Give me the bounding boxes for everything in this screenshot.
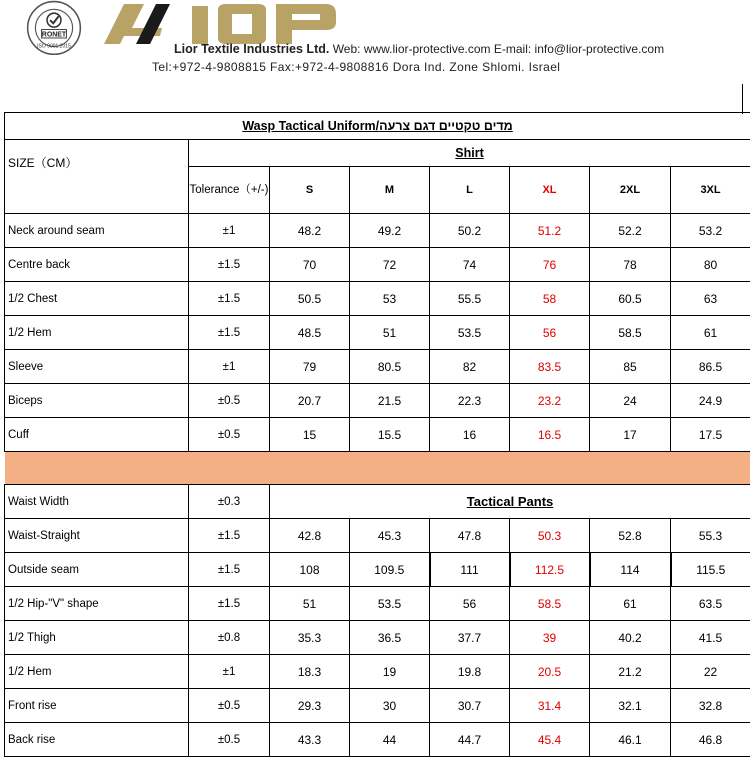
row-tolerance: ±1 [189,350,270,384]
measurement-cell: 115.5 [671,553,750,587]
measurement-cell: 58.5 [510,587,590,621]
measurement-cell: 61 [671,316,750,350]
size-chart-table [4,112,750,757]
measurement-cell: 44 [350,723,430,757]
measurement-cell: 40.2 [590,621,671,655]
measurement-cell: 108 [270,553,350,587]
measurement-cell: 55.5 [430,282,510,316]
table-row [5,282,750,316]
size-header: L [430,167,510,214]
row-label: Back rise [5,723,189,757]
measurement-cell: 51 [270,587,350,621]
measurement-cell: 58 [510,282,590,316]
measurement-cell: 45.3 [350,519,430,553]
measurement-cell: 31.4 [510,689,590,723]
row-tolerance: ±0.5 [189,384,270,418]
measurement-cell: 53.2 [671,214,750,248]
measurement-cell: 20.5 [510,655,590,689]
row-tolerance: ±1.5 [189,587,270,621]
measurement-cell: 48.5 [270,316,350,350]
measurement-cell: 22 [671,655,750,689]
measurement-cell: 53.5 [430,316,510,350]
measurement-cell: 47.8 [430,519,510,553]
measurement-cell: 112.5 [510,553,590,587]
seal-text-bottom: ISO 9001:2015 [37,43,71,49]
measurement-cell: 58.5 [590,316,671,350]
row-tolerance: ±0.5 [189,723,270,757]
measurement-cell: 16.5 [510,418,590,452]
table-row [5,316,750,350]
row-tolerance: ±1.5 [189,248,270,282]
measurement-cell: 79 [270,350,350,384]
measurement-cell: 63 [671,282,750,316]
measurement-cell: 37.7 [430,621,510,655]
measurement-cell: 35.3 [270,621,350,655]
row-label: Outside seam [5,553,189,587]
measurement-cell: 19 [350,655,430,689]
measurement-cell: 53 [350,282,430,316]
table-title: Wasp Tactical Uniform/מדים טקטיים דגם צרעה [5,113,750,140]
company-name: Lior Textile Industries Ltd. [174,42,329,56]
ronet-iso-seal [14,0,94,62]
row-tolerance: ±0.8 [189,621,270,655]
row-tolerance: ±0.5 [189,418,270,452]
row-label: Front rise [5,689,189,723]
measurement-cell: 76 [510,248,590,282]
table-row [5,384,750,418]
measurement-cell: 72 [350,248,430,282]
shirt-section-header: Shirt [189,140,750,167]
tolerance-header: Tolerance（+/-) [189,167,270,214]
measurement-cell: 78 [590,248,671,282]
pants-section-header: Tactical Pants [270,485,750,519]
row-tolerance: ±1.5 [189,316,270,350]
row-label: Centre back [5,248,189,282]
measurement-cell: 30.7 [430,689,510,723]
measurement-cell: 114 [590,553,671,587]
size-column-header: SIZE（CM） [5,140,189,214]
measurement-cell: 51 [350,316,430,350]
row-label: 1/2 Hem [5,316,189,350]
company-email: E-mail: info@lior-protective.com [494,42,664,56]
measurement-cell: 46.1 [590,723,671,757]
table-row [5,214,750,248]
measurement-cell: 83.5 [510,350,590,384]
measurement-cell: 15 [270,418,350,452]
logo-text: LIOR [100,0,103,1]
row-label: Sleeve [5,350,189,384]
measurement-cell: 32.8 [671,689,750,723]
measurement-cell: 23.2 [510,384,590,418]
row-tolerance: ±1 [189,655,270,689]
measurement-cell: 56 [510,316,590,350]
measurement-cell: 45.4 [510,723,590,757]
shirt-measurements [5,214,750,452]
measurement-cell: 50.2 [430,214,510,248]
table-row [5,655,750,689]
measurement-cell: 36.5 [350,621,430,655]
measurement-cell: 51.2 [510,214,590,248]
measurement-cell: 19.8 [430,655,510,689]
row-label: 1/2 Chest [5,282,189,316]
measurement-cell: 74 [430,248,510,282]
table-row [5,350,750,384]
measurement-cell: 30 [350,689,430,723]
measurement-cell: 109.5 [350,553,430,587]
row-label: Neck around seam [5,214,189,248]
section-separator [5,452,750,485]
measurement-cell: 85 [590,350,671,384]
measurement-cell: 21.2 [590,655,671,689]
table-row [5,519,750,553]
header-divider [742,84,743,114]
row-tolerance: ±1.5 [189,519,270,553]
measurement-cell: 52.2 [590,214,671,248]
row-tolerance: ±0.3 [189,485,270,519]
row-tolerance: ±1.5 [189,553,270,587]
measurement-cell: 111 [430,553,510,587]
waist-width-row [5,485,750,519]
measurement-cell: 41.5 [671,621,750,655]
measurement-cell: 80.5 [350,350,430,384]
measurement-cell: 55.3 [671,519,750,553]
lior-logo [100,0,340,48]
row-label: 1/2 Hip-"V" shape [5,587,189,621]
measurement-cell: 48.2 [270,214,350,248]
measurement-cell: 24.9 [671,384,750,418]
table-row [5,418,750,452]
measurement-cell: 17 [590,418,671,452]
measurement-cell: 53.5 [350,587,430,621]
size-header: 2XL [590,167,671,214]
measurement-cell: 24 [590,384,671,418]
seal-text-top: RONET [42,31,67,38]
measurement-cell: 50.5 [270,282,350,316]
measurement-cell: 16 [430,418,510,452]
measurement-cell: 52.8 [590,519,671,553]
table-row [5,553,750,587]
measurement-cell: 49.2 [350,214,430,248]
measurement-cell: 43.3 [270,723,350,757]
measurement-cell: 70 [270,248,350,282]
measurement-cell: 32.1 [590,689,671,723]
pants-measurements [5,519,750,757]
contact-line: Tel:+972-4-9808815 Fax:+972-4-9808816 Dora Ind. Zone Shlomi. Israel [152,60,560,74]
row-label: Biceps [5,384,189,418]
measurement-cell: 39 [510,621,590,655]
measurement-cell: 17.5 [671,418,750,452]
table-row [5,723,750,757]
row-tolerance: ±0.5 [189,689,270,723]
measurement-cell: 15.5 [350,418,430,452]
measurement-cell: 82 [430,350,510,384]
measurement-cell: 46.8 [671,723,750,757]
measurement-cell: 42.8 [270,519,350,553]
measurement-cell: 20.7 [270,384,350,418]
measurement-cell: 60.5 [590,282,671,316]
measurement-cell: 56 [430,587,510,621]
measurement-cell: 21.5 [350,384,430,418]
size-header-highlighted: XL [510,167,590,214]
measurement-cell: 63.5 [671,587,750,621]
row-tolerance: ±1.5 [189,282,270,316]
table-row [5,621,750,655]
size-header: S [270,167,350,214]
row-label: Waist-Straight [5,519,189,553]
row-tolerance: ±1 [189,214,270,248]
company-web: Web: www.lior-protective.com [333,42,491,56]
measurement-cell: 61 [590,587,671,621]
row-label: 1/2 Thigh [5,621,189,655]
table-row [5,689,750,723]
measurement-cell: 80 [671,248,750,282]
size-header: 3XL [671,167,750,214]
row-label: Cuff [5,418,189,452]
company-line [174,42,664,56]
measurement-cell: 44.7 [430,723,510,757]
size-header: M [350,167,430,214]
measurement-cell: 29.3 [270,689,350,723]
table-row [5,587,750,621]
measurement-cell: 86.5 [671,350,750,384]
measurement-cell: 22.3 [430,384,510,418]
measurement-cell: 18.3 [270,655,350,689]
row-label: Waist Width [5,485,189,519]
table-row [5,248,750,282]
measurement-cell: 50.3 [510,519,590,553]
row-label: 1/2 Hem [5,655,189,689]
